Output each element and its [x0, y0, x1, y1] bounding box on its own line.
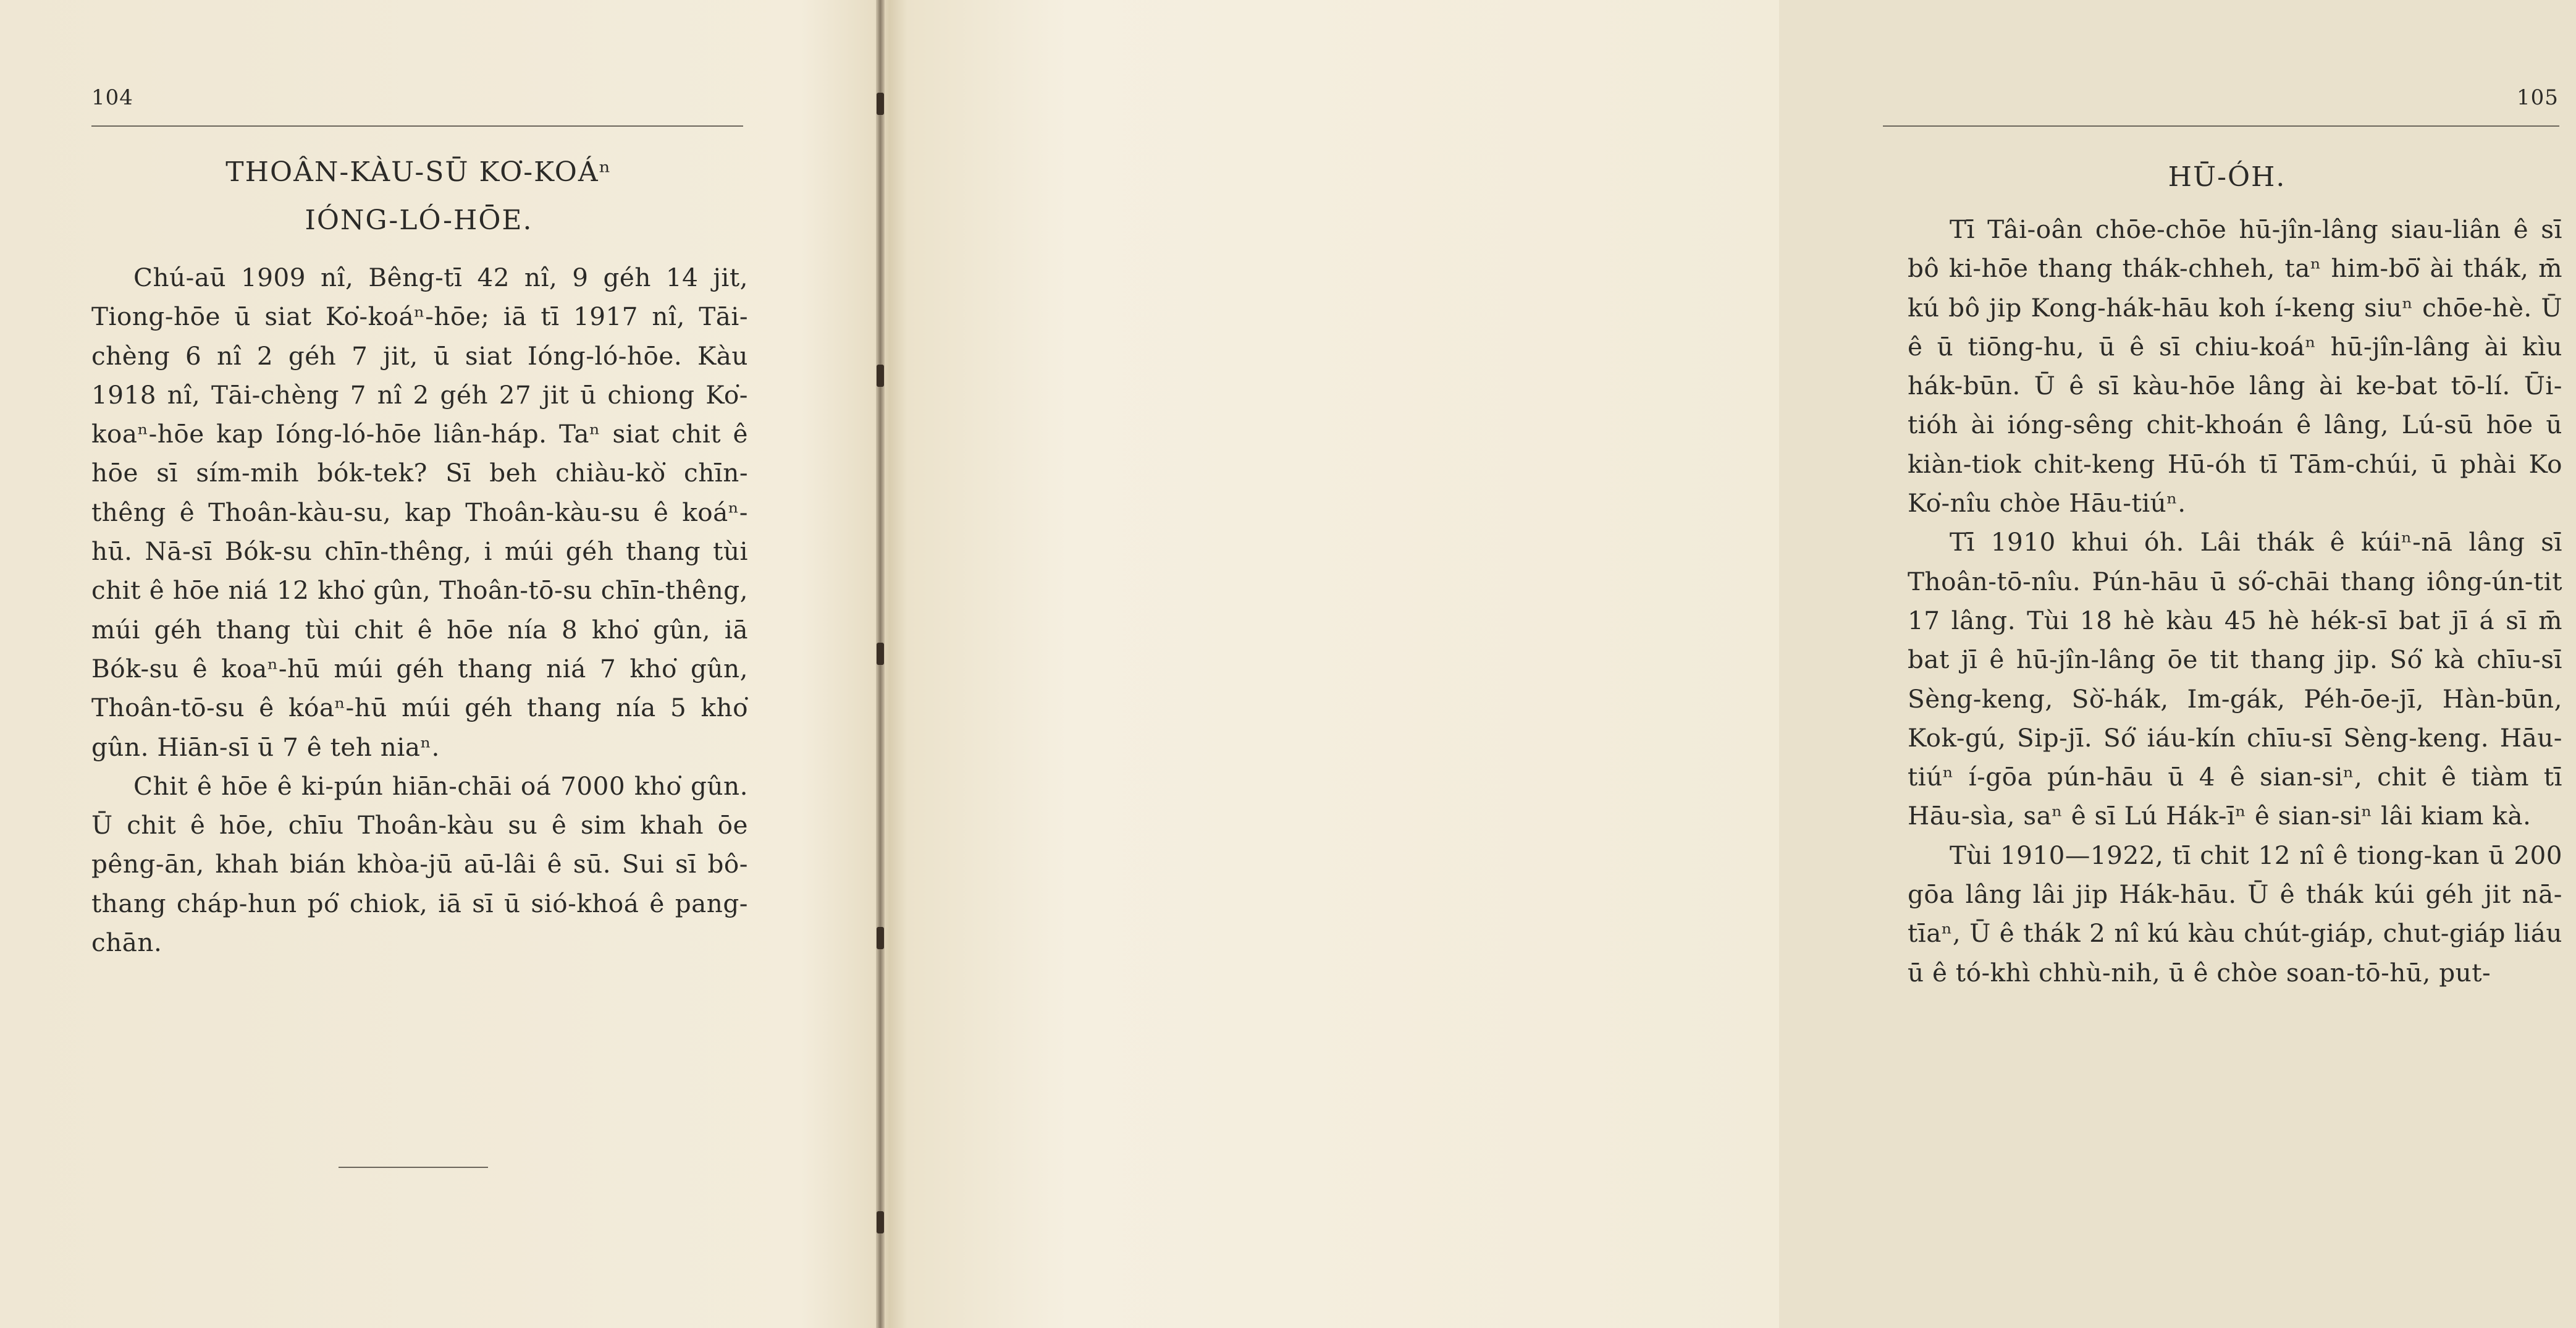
right-page: [890, 0, 2562, 1328]
page-number: 105: [2517, 85, 2559, 110]
page-number: 104: [91, 85, 133, 110]
body-text: [1908, 210, 2562, 992]
paragraph: Tùi 1910—1922, tī chit 12 nî ê tiong-kan ū 200 gōa lâng lâi jip Hák-hāu. Ū ê thák kúi géh jit nā-tīaⁿ, Ū ê thák 2 nî kú kàu chút-giáp, chut-giáp liáu ū ê tó-khì chhù-nih, ū ê chòe soan-tō-hū, put-: [1908, 840, 2562, 988]
left-page: [0, 0, 880, 1328]
paragraph: Tī 1910 khui óh. Lâi thák ê kúiⁿ-nā lâng sī Thoân-tō-nîu. Pún-hāu ū só͘-chāi thang iông-ún-tit 17 lâng. Tùi 18 hè kàu 45 hè hék-sī bat jī á sī m̄ bat jī ê hū-jîn-lâng ōe tit thang jip. Só͘ kà chīu-sī Sèng-keng, Sò͘-hák, Im-gák, Péh-ōe-jī, Hàn-būn, Kok-gú, Sip-jī. Só͘ iáu-kín chīu-sī Sèng-keng. Hāu-tiúⁿ í-gōa pún-hāu ū 4 ê sian-siⁿ, chit ê tiàm tī Hāu-sìa, saⁿ ê sī Lú Hák-īⁿ ê sian-siⁿ lâi kiam kà.: [1908, 527, 2562, 831]
body-text: [91, 258, 748, 962]
header-rule: [1883, 125, 2559, 127]
section-title: HŪ-ÓH.: [2168, 161, 2286, 193]
section-end-rule: [339, 1167, 488, 1168]
paragraph: Chit ê hōe ê ki-pún hiān-chāi oá 7000 kho͘ gûn. Ū chit ê hōe, chīu Thoân-kàu su ê sim khah ōe pêng-ān, khah bián khòa-jū aū-lâi ê sū. Sui sī bô-thang cháp-hun pó͘ chiok, iā sī ū sió-khoá ê pang-chān.: [91, 771, 748, 958]
header-rule: [91, 125, 743, 127]
title-line: THOÂN-KÀU-SŪ KO͘-KOÁⁿ: [225, 156, 612, 188]
title-line: IÓNG-LÓ-HŌE.: [305, 205, 533, 236]
section-title: [91, 148, 746, 245]
paragraph: Chú-aū 1909 nî, Bêng-tī 42 nî, 9 géh 14 jit, Tiong-hōe ū siat Ko͘-koáⁿ-hōe; iā tī 1917 nî, Tāi-chèng 6 nî 2 géh 7 jit, ū siat Ióng-ló-hōe. Kàu 1918 nî, Tāi-chèng 7 nî 2 géh 27 jit ū chiong Ko͘-koaⁿ-hōe kap Ióng-ló-hōe liân-háp. Taⁿ siat chit ê hōe sī sím-mih bók-tek? Sī beh chiàu-kò͘ chīn-thêng ê Thoân-kàu-su, kap Thoân-kàu-su ê koáⁿ-hū. Nā-sī Bók-su chīn-thêng, i múi géh thang tùi chit ê hōe niá 12 kho͘ gûn, Thoân-tō-su chīn-thêng, múi géh thang tùi chit ê hōe nía 8 kho͘ gûn, iā Bók-su ê koaⁿ-hū múi géh thang niá 7 kho͘ gûn, Thoân-tō-su ê kóaⁿ-hū múi géh thang nía 5 kho͘ gûn. Hiān-sī ū 7 ê teh niaⁿ.: [91, 263, 748, 762]
paragraph: Tī Tâi-oân chōe-chōe hū-jîn-lâng siau-liân ê sī bô ki-hōe thang thák-chheh, taⁿ him-bō͘ ài thák, m̄ kú bô jip Kong-hák-hāu koh í-keng siuⁿ chōe-hè. Ū ê ū tiōng-hu, ū ê sī chiu-koáⁿ hū-jîn-lâng ài kìu hák-būn. Ū ê sī kàu-hōe lâng ài ke-bat tō-lí. Ūi-tióh ài ióng-sêng chit-khoán ê lâng, Lú-sū hōe ū kiàn-tiok chit-keng Hū-óh tī Tām-chúi, ū phài Ko Ko͘-nîu chòe Hāu-tiúⁿ.: [1908, 214, 2562, 518]
